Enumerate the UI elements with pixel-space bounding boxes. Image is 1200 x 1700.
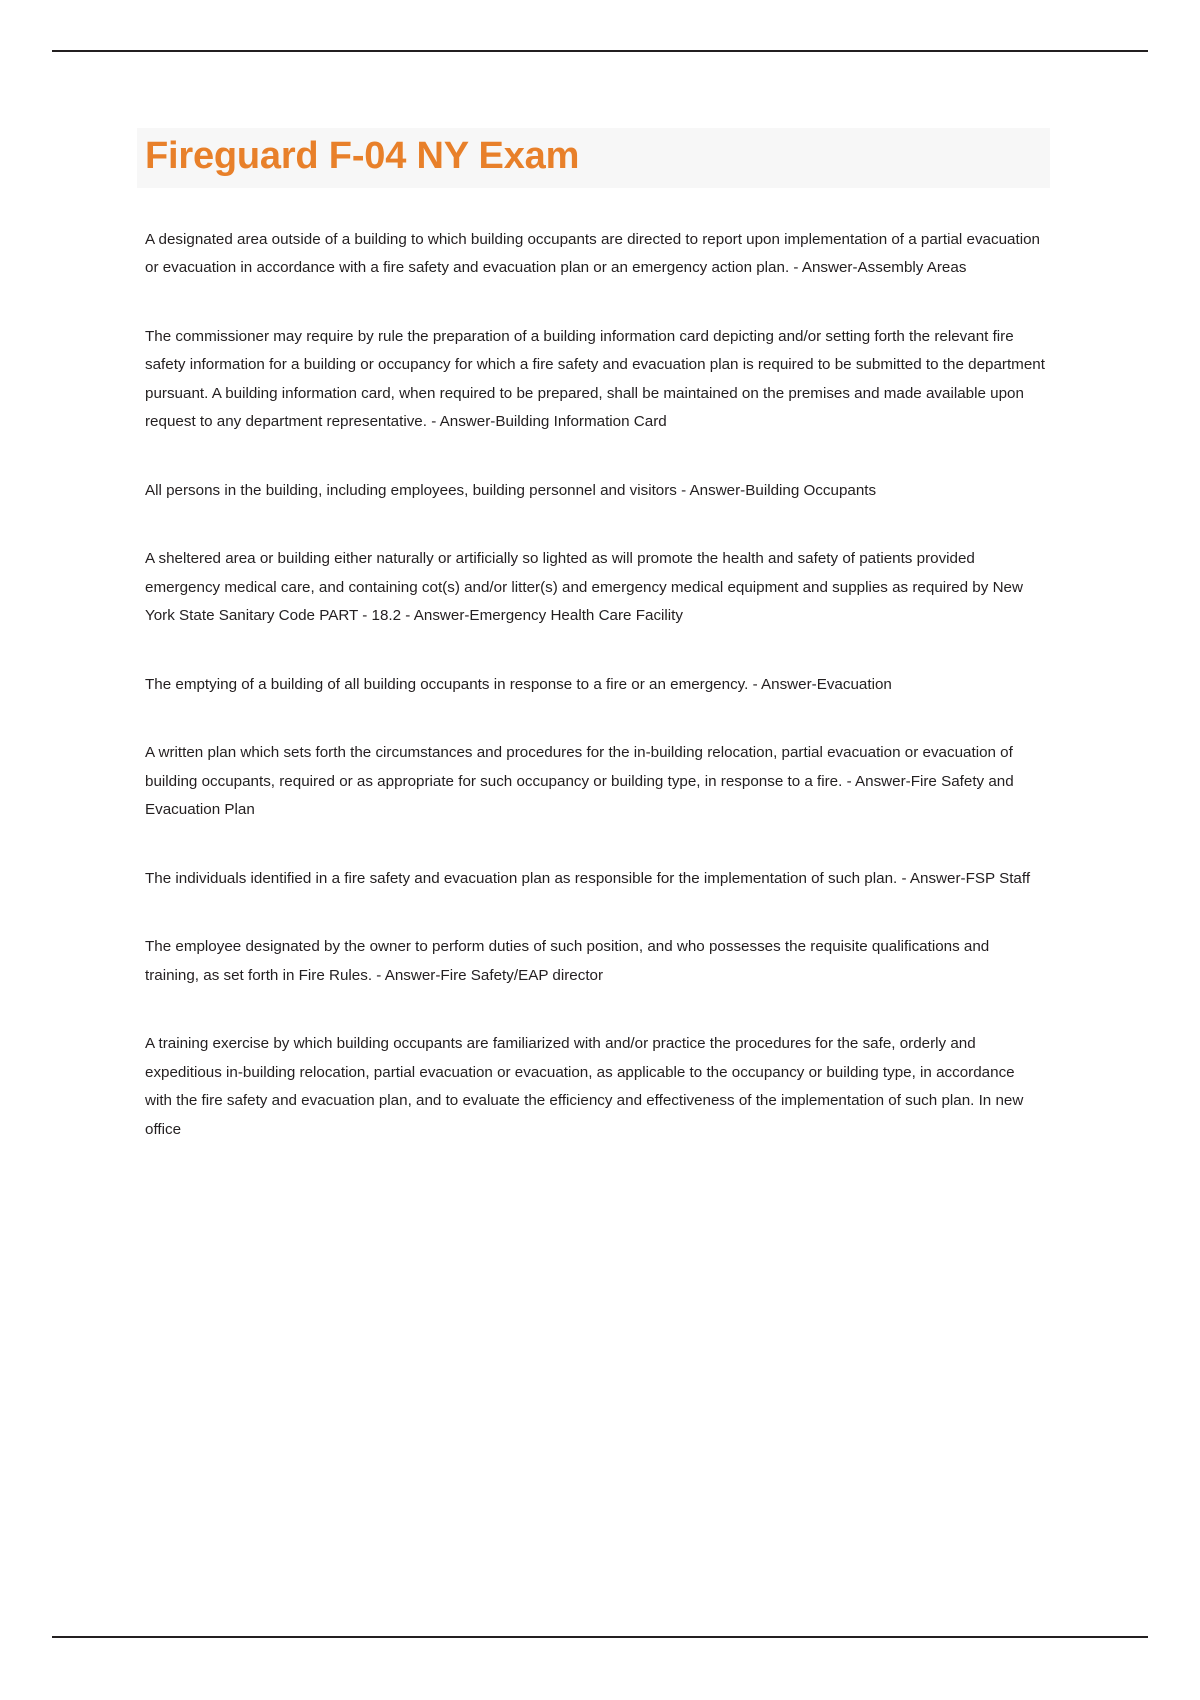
title-banner bbox=[137, 128, 1050, 188]
document-content bbox=[145, 128, 1050, 1204]
qa-entry: A designated area outside of a building to which building occupants are directed to report upon implementation of a partial evacuation or evacuation in accordance with a fire safety and evacuation plan or an emergency action plan. - Answer-Assembly Areas bbox=[145, 230, 1040, 277]
bottom-spacer bbox=[145, 1144, 1050, 1204]
qa-entry: All persons in the building, including employees, building personnel and visitors - Answer-Building Occupants bbox=[145, 481, 877, 499]
qa-entry: A training exercise by which building occupants are familiarized with and/or practice the procedures for the safe, orderly and expeditious in-building relocation, partial evacuation or evacuation, as applicable to the occupancy or building type, in accordance with the fire safety and evacuation plan, and to evaluate the efficiency and effectiveness of the implementation of such plan. In new office bbox=[145, 1035, 1024, 1138]
header-divider bbox=[52, 50, 1148, 52]
qa-entry: The employee designated by the owner to perform duties of such position, and who possesses the requisite qualifications and training, as set forth in Fire Rules. - Answer-Fire Safety/EAP director bbox=[145, 938, 990, 984]
footer-divider bbox=[52, 1636, 1148, 1638]
qa-entry: A sheltered area or building either naturally or artificially so lighted as will promote the health and safety of patients provided emergency medical care, and containing cot(s) and/or litter(s) and emergency medical equipment and supplies as required by New York State Sanitary Code PART - 18.2 - Answer-Emergency Health Care Facility bbox=[145, 550, 1023, 625]
qa-entry: A written plan which sets forth the circumstances and procedures for the in-building relocation, partial evacuation or evacuation of building occupants, required or as appropriate for such occupancy or building type, in response to a fire. - Answer-Fire Safety and Evacuation Plan bbox=[145, 744, 1014, 819]
qa-entry: The emptying of a building of all building occupants in response to a fire or an emergency. - Answer-Evacuation bbox=[145, 675, 892, 693]
qa-entry: The individuals identified in a fire safety and evacuation plan as responsible for the implementation of such plan. - Answer-FSP Staff bbox=[145, 869, 1031, 887]
qa-entry: The commissioner may require by rule the preparation of a building information card depicting and/or setting forth the relevant fire safety information for a building or occupancy for which a fire safety and evacuation plan is required to be submitted to the department pursuant. A building information card, when required to be prepared, shall be maintained on the premises and made available upon request to any department representative. - Answer-Building Information Card bbox=[145, 327, 1045, 431]
page-title: Fireguard F-04 NY Exam bbox=[145, 135, 580, 177]
